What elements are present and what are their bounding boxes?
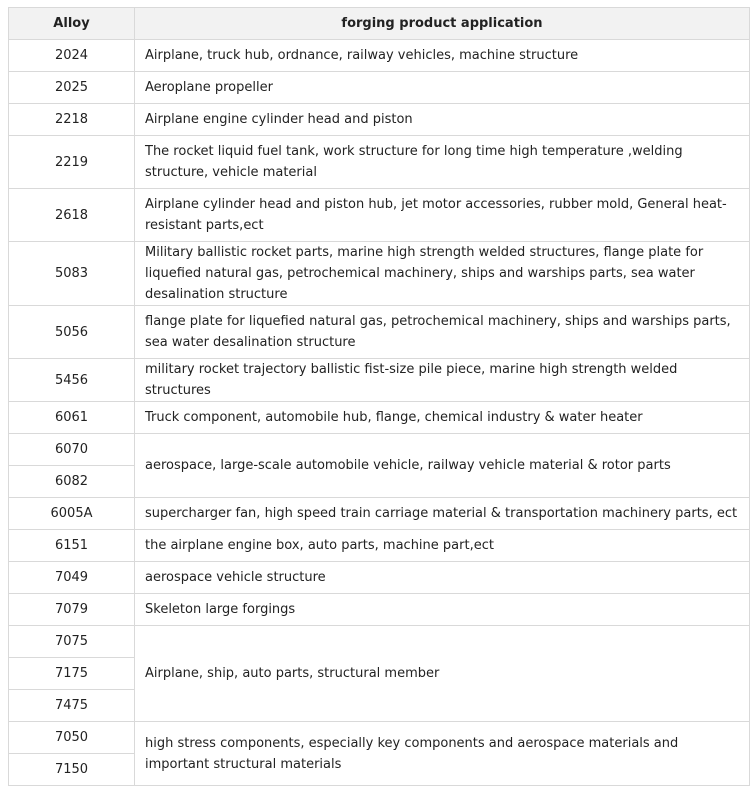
application-cell: Airplane engine cylinder head and piston (135, 104, 750, 136)
alloy-cell: 7050 (9, 722, 135, 754)
application-cell: Airplane cylinder head and piston hub, jet motor accessories, rubber mold, General heat-resistant parts,ect (135, 189, 750, 242)
table-row (9, 104, 750, 136)
alloy-cell: 2218 (9, 104, 135, 136)
table-row (9, 242, 750, 306)
alloy-cell: 2025 (9, 72, 135, 104)
alloy-cell: 7075 (9, 626, 135, 658)
alloy-cell: 2024 (9, 40, 135, 72)
application-cell: Truck component, automobile hub, flange, chemical industry & water heater (135, 402, 750, 434)
application-cell: Airplane, ship, auto parts, structural member (135, 626, 750, 722)
alloy-cell: 6151 (9, 530, 135, 562)
application-cell: The rocket liquid fuel tank, work structure for long time high temperature ,welding structure, vehicle material (135, 136, 750, 189)
table-row (9, 136, 750, 189)
application-cell: Skeleton large forgings (135, 594, 750, 626)
alloy-cell: 7475 (9, 690, 135, 722)
alloy-cell: 5456 (9, 359, 135, 402)
alloy-cell: 6082 (9, 466, 135, 498)
application-cell: aerospace, large-scale automobile vehicle, railway vehicle material & rotor parts (135, 434, 750, 498)
application-cell: flange plate for liquefied natural gas, petrochemical machinery, ships and warships parts, sea water desalination structure (135, 306, 750, 359)
table-row (9, 359, 750, 402)
alloy-cell: 6070 (9, 434, 135, 466)
application-cell: Aeroplane propeller (135, 72, 750, 104)
table-row (9, 434, 750, 466)
alloy-cell: 2219 (9, 136, 135, 189)
application-cell: Airplane, truck hub, ordnance, railway vehicles, machine structure (135, 40, 750, 72)
table-row (9, 402, 750, 434)
alloy-cell: 5083 (9, 242, 135, 306)
header-row (9, 8, 750, 40)
alloy-cell: 5056 (9, 306, 135, 359)
table-row (9, 189, 750, 242)
table-row (9, 562, 750, 594)
alloy-cell: 6061 (9, 402, 135, 434)
table-row (9, 626, 750, 658)
application-cell: the airplane engine box, auto parts, machine part,ect (135, 530, 750, 562)
alloy-cell: 7150 (9, 754, 135, 786)
table-row (9, 722, 750, 754)
application-cell: aerospace vehicle structure (135, 562, 750, 594)
alloy-cell: 7049 (9, 562, 135, 594)
alloy-cell: 7079 (9, 594, 135, 626)
table-row (9, 40, 750, 72)
alloy-cell: 2618 (9, 189, 135, 242)
header-alloy: Alloy (9, 8, 135, 40)
alloy-cell: 6005A (9, 498, 135, 530)
table-row (9, 306, 750, 359)
table-row (9, 498, 750, 530)
table-row (9, 530, 750, 562)
header-application: forging product application (135, 8, 750, 40)
application-cell: military rocket trajectory ballistic fist-size pile piece, marine high strength welded structures (135, 359, 750, 402)
application-cell: Military ballistic rocket parts, marine high strength welded structures, flange plate for liquefied natural gas, petrochemical machinery, ships and warships parts, sea water desalination structure (135, 242, 750, 306)
alloy-cell: 7175 (9, 658, 135, 690)
alloy-application-table (8, 7, 750, 786)
application-cell: supercharger fan, high speed train carriage material & transportation machinery parts, ect (135, 498, 750, 530)
application-cell: high stress components, especially key components and aerospace materials and important structural materials (135, 722, 750, 786)
table-row (9, 72, 750, 104)
table-row (9, 594, 750, 626)
